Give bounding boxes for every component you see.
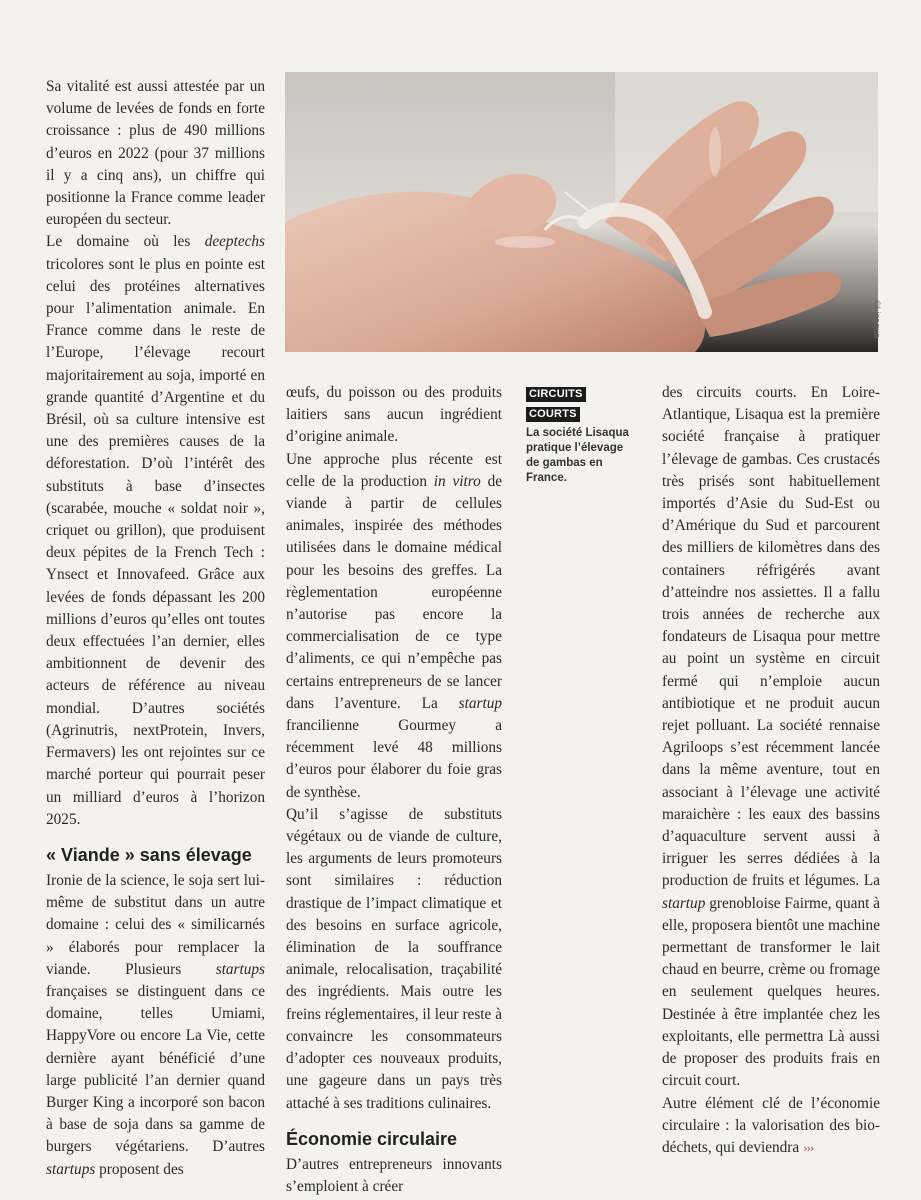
- text-run: des circuits courts. En Loire-Atlantique, Lisaqua est la première société française à pratiquer l’élevage de gambas. Ces crustacés très prisés sont habituellement importés d’Asie du Sud-Est ou d’Amérique du Sud et parcourent des milliers de kilomètres dans des containers réfrigérés avant d’atteindre nos assiettes. Il a fallu trois années de recherche aux fondateurs de Lisaqua pour mettre au point un système en circuit fermé qui n’emploie aucun antibiotique et ne produit aucun rejet polluant. La société rennaise Agriloops s’est récemment lancée dans la même aventure, tout en associant à l’élevage une activité maraichère : les eaux des bassins d’aquaculture servent aussi à irriguer les serres dédiées à la production de fruits et légumes. La: [662, 384, 880, 890]
- photo-caption: [526, 384, 636, 486]
- paragraph: [662, 382, 880, 1093]
- article-photo: [285, 72, 878, 352]
- photo-credit: ©Lisaqua: [872, 300, 882, 339]
- caption-tag: CIRCUITS: [526, 387, 586, 402]
- italic-run: startups: [46, 1160, 96, 1178]
- text-run: Une approche plus récente est celle de la production: [286, 450, 502, 490]
- continue-arrows-icon: ›››: [803, 1141, 814, 1155]
- section-heading: « Viande » sans élevage: [46, 844, 252, 865]
- article-column-3: [662, 382, 880, 1160]
- paragraph: Sa vitalité est aussi attestée par un volume de levées de fonds en forte croissance : plus de 490 millions d’euros en 2022 (pour 37 millions il y a cinq ans), un chiffre qui positionne la France comme leader européen du secteur.: [46, 78, 265, 229]
- italic-run: startups: [215, 960, 265, 978]
- text-run: tricolores sont le plus en pointe est celui des protéines alternatives pour l’alimentation animale. En France comme dans le reste de l’Europe, l’élevage recourt majoritairement au soja, importé en grande quantité d’Argentine et du Brésil, où sa culture intensive est une des premières causes de la déforestation. D’où l’intérêt des substituts à base d’insectes (scarabée, mouche « soldat noir », criquet ou grillon), que produisent deux pépites de la French Tech : Ynsect et Innovafeed. Grâce aux levées de fonds dépassant les 200 millions d’euros qu’elles ont toutes deux effectuées l’an dernier, elles ambitionnent de devenir des acteurs de référence au niveau mondial. D’autres sociétés (Agrinutris, nextProtein, Invers, Fermavers) les ont rejointes sur ce marché porteur qui pourrait peser un milliard d’euros à l’horizon 2025.: [46, 255, 265, 828]
- text-run: grenobloise Fairme, quant à elle, proposera bientôt une machine permettant de transformer le lait chaud en beurre, crème ou fromage en seulement quelques heures. Destinée à être implantée chez les exploitants, elle permettra Là aussi de proposer des produits frais en circuit court.: [662, 894, 880, 1090]
- section-heading: Économie circulaire: [286, 1128, 458, 1149]
- paragraph: [46, 231, 265, 830]
- hand-holding-shrimp-illustration: [285, 72, 878, 352]
- italic-run: in vitro: [433, 472, 481, 490]
- article-column-2: [286, 382, 502, 1198]
- paragraph: Qu’il s’agisse de substituts végétaux ou de viande de culture, les arguments de leurs promoteurs sont similaires : réduction drastique de l’impact climatique et des besoins en surface agricole, élimination de la souffrance animale, relocalisation, traçabilité des ingrédients. Mais outre les freins réglementaires, il leur reste à convaincre les consommateurs d’adopter ces nouveaux produits, une gageure dans un pays très attaché à ses traditions culinaires.: [286, 805, 502, 1112]
- text-run: Ironie de la science, le soja sert lui-même de substitut dans un autre domaine : celui des « similicarnés » élaborés pour remplacer la viande. Plusieurs: [46, 871, 265, 978]
- text-run: Le domaine où les: [46, 233, 205, 251]
- caption-text: La société Lisaqua pratique l’élevage de gambas en France.: [526, 427, 629, 484]
- article-column-1: [46, 76, 265, 1181]
- text-run: françaises se distinguent dans ce domaine, telles Umiami, HappyVore ou encore La Vie, cette dernière ayant bénéficié d’une large publicité l’an dernier quand Burger King a incorporé son bacon à base de soja dans sa gamme de burgers végétariens. D’autres: [46, 982, 265, 1156]
- paragraph: œufs, du poisson ou des produits laitiers sans aucun ingrédient d’origine animale.: [286, 384, 502, 446]
- paragraph: [46, 870, 265, 1181]
- paragraph: D’autres entrepreneurs innovants s’emploient à créer: [286, 1155, 502, 1195]
- text-run: Autre élément clé de l’économie circulaire : la valorisation des bio-déchets, qui deviendra: [662, 1094, 880, 1156]
- paragraph: [286, 449, 502, 804]
- text-run: francilienne Gourmey a récemment levé 48 millions d’euros pour élaborer du foie gras de synthèse.: [286, 717, 502, 801]
- italic-run: deeptechs: [204, 233, 265, 251]
- text-run: de viande à partir de cellules animales, inspirée des méthodes utilisées dans le domaine médical pour les besoins des greffes. La règlementation européenne n’autorise pas encore la commercialisation de ce type d’aliments, ce qui n’empêche pas certains entrepreneurs de se lancer dans l’aventure. La: [286, 472, 503, 712]
- text-run: proposent des: [95, 1160, 184, 1178]
- caption-tag: COURTS: [526, 407, 580, 422]
- italic-run: startup: [458, 694, 502, 712]
- paragraph: [662, 1093, 880, 1161]
- italic-run: startup: [662, 894, 706, 912]
